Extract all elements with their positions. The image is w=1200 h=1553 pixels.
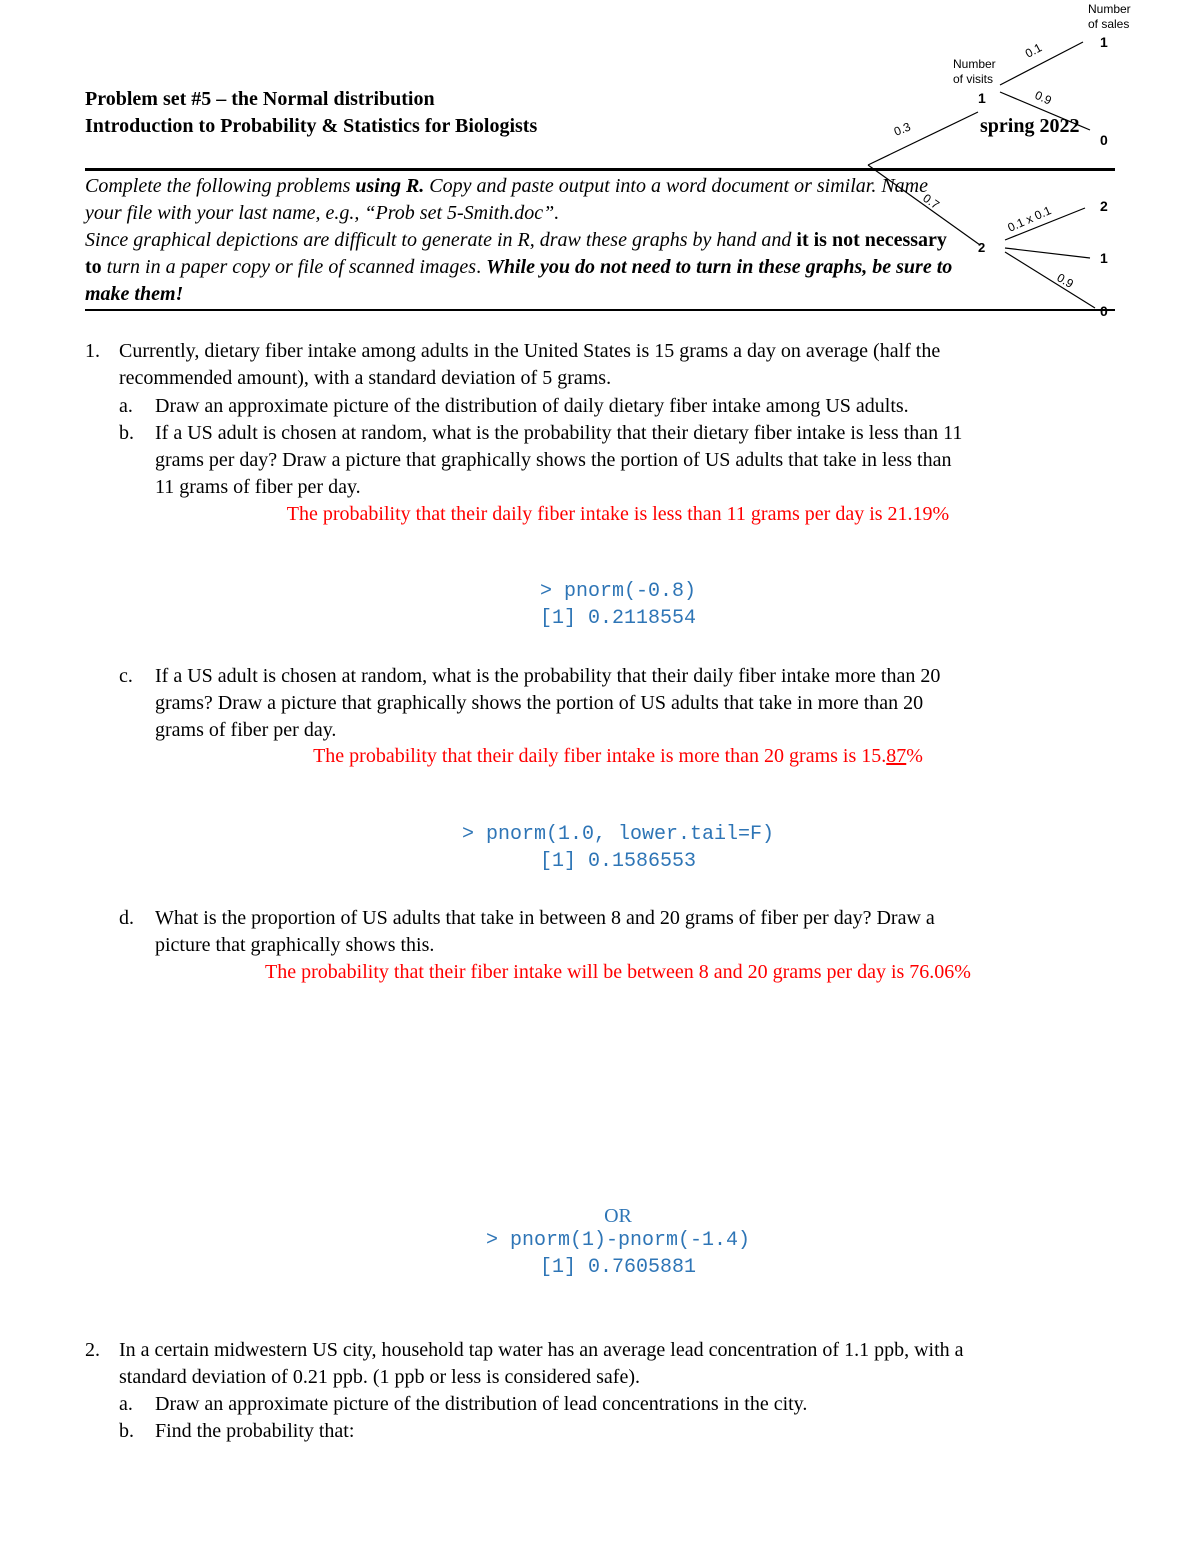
q1c-letter: c. [119, 665, 133, 687]
instructions-line1: Complete the following problems using R. Copy and paste output into a word document or similar. Name [85, 175, 928, 197]
tree-prob-01x01: 0.1 x 0.1 [1005, 203, 1054, 235]
q1b-answer: The probability that their daily fiber intake is less than 11 grams per day is 21.19% [286, 503, 950, 525]
q1d-or: OR [604, 1205, 632, 1227]
q1d-letter: d. [119, 907, 134, 929]
tree-prob-09b: 0.9 [1054, 270, 1076, 291]
tree-prob-01: 0.1 [1022, 40, 1045, 61]
q1b-code-line2: [1] 0.2118554 [539, 607, 697, 630]
q1b-letter: b. [119, 422, 134, 444]
tree-visit-2: 2 [978, 240, 986, 255]
q1c-line2: grams? Draw a picture that graphically shows the portion of US adults that take in more than 20 [155, 692, 924, 714]
tree-visit-1: 1 [978, 90, 986, 106]
q2a-letter: a. [119, 1393, 133, 1415]
q2b-text: Find the probability that: [155, 1420, 355, 1442]
header-title-line1: Problem set #5 – the Normal distribution [85, 88, 435, 110]
q1d-line2: picture that graphically shows this. [155, 934, 435, 956]
q2b-letter: b. [119, 1420, 134, 1442]
q1b-code-line1: > pnorm(-0.8) [539, 580, 697, 603]
q2-number: 2. [85, 1339, 100, 1361]
instructions-line3: Since graphical depictions are difficult to generate in R, draw these graphs by hand and it is not necessary [85, 229, 947, 251]
q1d-code-line2: [1] 0.7605881 [539, 1256, 697, 1279]
instructions-line2: your file with your last name, e.g., “Prob set 5-Smith.doc”. [85, 202, 560, 224]
tree-prob-03: 0.3 [891, 119, 913, 139]
instructions-line5: make them! [85, 283, 184, 305]
q1b-line1: If a US adult is chosen at random, what is the probability that their dietary fiber intake is less than 11 [155, 422, 963, 444]
tree-branch-sales-1b [1005, 248, 1090, 258]
q1a-letter: a. [119, 395, 133, 417]
q1d-line1: What is the proportion of US adults that take in between 8 and 20 grams of fiber per day? Draw a [155, 907, 935, 929]
tree-sales-0b: 0 [1100, 303, 1108, 319]
q1c-line1: If a US adult is chosen at random, what is the probability that their daily fiber intake more than 20 [155, 665, 941, 687]
tree-label-visits: Number of visits [953, 57, 996, 86]
tree-prob-09: 0.9 [1032, 87, 1054, 108]
tree-branch-sales-0b [1005, 252, 1095, 308]
q1c-line3: grams of fiber per day. [155, 719, 337, 741]
q1c-code-line1: > pnorm(1.0, lower.tail=F) [461, 823, 775, 846]
q2-stem-line1: In a certain midwestern US city, household tap water has an average lead concentration of 1.1 ppb, with a [119, 1339, 964, 1361]
tree-sales-0: 0 [1100, 132, 1108, 148]
q1-number: 1. [85, 340, 100, 362]
q1b-line2: grams per day? Draw a picture that graphically shows the portion of US adults that take in less than [155, 449, 952, 471]
tree-sales-2: 2 [1100, 198, 1108, 214]
tree-sales-1: 1 [1100, 34, 1108, 50]
tree-sales-1b: 1 [1100, 250, 1108, 266]
q1c-code-line2: [1] 0.1586553 [539, 850, 697, 873]
instructions-line4: to turn in a paper copy or file of scanned images. While you do not need to turn in these graphs, be sure to [85, 256, 953, 278]
q1-stem-line2: recommended amount), with a standard deviation of 5 grams. [119, 367, 612, 389]
q1d-answer: The probability that their fiber intake will be between 8 and 20 grams per day is 76.06% [265, 961, 971, 983]
header-title-line2: Introduction to Probability & Statistics for Biologists [85, 115, 538, 137]
q2-stem-line2: standard deviation of 0.21 ppb. (1 ppb or less is considered safe). [119, 1366, 640, 1388]
tree-prob-07: 0.7 [920, 190, 942, 213]
probability-tree [0, 0, 1200, 330]
q1a-text: Draw an approximate picture of the distribution of daily dietary fiber intake among US adults. [155, 395, 909, 417]
q2a-text: Draw an approximate picture of the distribution of lead concentrations in the city. [155, 1393, 808, 1415]
q1b-line3: 11 grams of fiber per day. [155, 476, 361, 498]
header-rule-top [85, 168, 1115, 171]
tree-branch-visit-1 [868, 112, 978, 165]
header-rule-bottom [85, 309, 1115, 311]
q1c-answer: The probability that their daily fiber intake is more than 20 grams is 15.87% [313, 745, 923, 767]
q1-stem-line1: Currently, dietary fiber intake among adults in the United States is 15 grams a day on average (half the [119, 340, 941, 362]
q1d-code-line1: > pnorm(1)-pnorm(-1.4) [485, 1229, 751, 1252]
header-semester: spring 2022 [980, 115, 1080, 137]
tree-label-sales: Number of sales [1088, 2, 1131, 31]
